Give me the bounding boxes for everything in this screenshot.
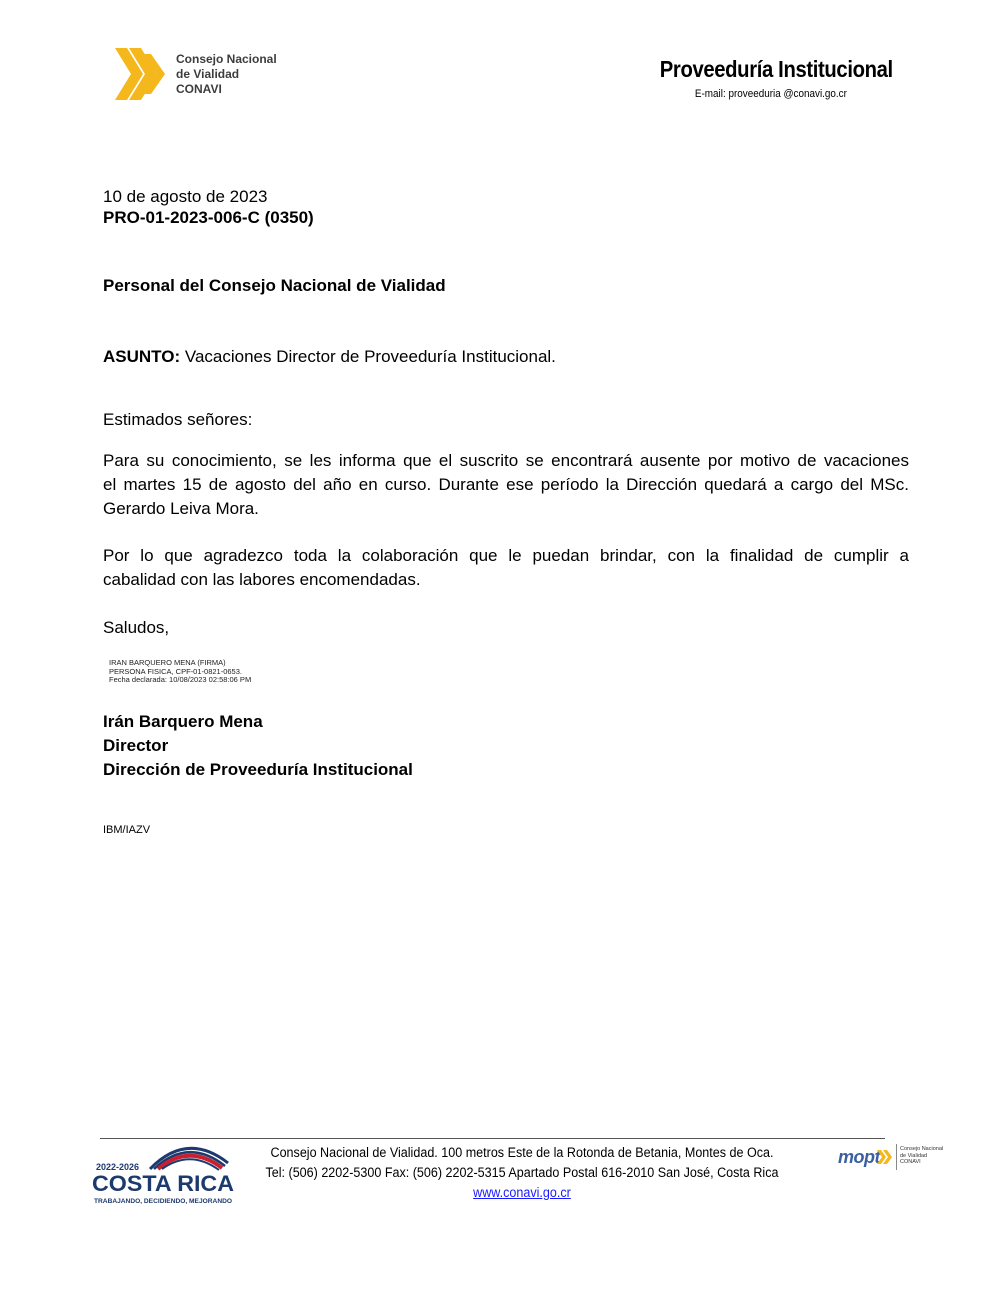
letter-subject — [103, 345, 556, 369]
org-name-line1: Consejo Nacional — [176, 52, 277, 66]
subject-label: ASUNTO: — [103, 347, 181, 366]
signatory-unit: Dirección de Proveeduría Institucional — [103, 760, 413, 779]
mopt-wordmark: mopt — [838, 1147, 880, 1167]
costa-rica-arc-icon — [92, 1135, 242, 1210]
paragraph-line: Gerardo Leiva Mora. — [103, 499, 259, 518]
subject-text: Vacaciones Director de Proveeduría Institucional. — [180, 347, 556, 366]
mopt-chevron-icon — [876, 1148, 894, 1166]
paragraph-line: Para su conocimiento, se les informa que el suscrito se encontrará ausente por motivo de vacaciones — [103, 451, 909, 470]
signatory-title: Director — [103, 736, 169, 755]
footer-line2: Tel: (506) 2202-5300 Fax: (506) 2202-5315 Apartado Postal 616-2010 San José, Costa Rica — [265, 1165, 779, 1180]
website-link[interactable]: www.conavi.go.cr — [473, 1185, 571, 1200]
mopt-small-line: de Vialidad — [900, 1152, 928, 1159]
org-name-line3: CONAVI — [176, 82, 222, 96]
signature-line: IRAN BARQUERO MENA (FIRMA) — [109, 658, 226, 667]
cr-years: 2022-2026 — [96, 1162, 140, 1172]
mopt-small-line: Consejo Nacional — [900, 1146, 944, 1152]
mopt-conavi-text — [900, 1146, 943, 1166]
cr-slogan: TRABAJANDO, DECIDIENDO, MEJORANDO — [94, 1198, 233, 1205]
paragraph-line: el martes 15 de agosto del año en curso. Durante ese período la Dirección quedará a cargo del MSc. — [103, 475, 909, 494]
letter-greeting: Estimados señores: — [103, 410, 253, 429]
letter-closing: Saludos, — [103, 618, 170, 637]
letter-date: 10 de agosto de 2023 — [103, 187, 268, 206]
letter-reference: PRO-01-2023-006-C (0350) — [103, 208, 314, 227]
letter-paragraph-2 — [103, 544, 909, 592]
cr-name: COSTA RICA — [92, 1171, 235, 1196]
digital-signature-stamp — [109, 659, 251, 685]
signatory-name: Irán Barquero Mena — [103, 712, 263, 731]
department-title: Proveeduría Institucional — [659, 56, 893, 82]
mopt-separator — [896, 1144, 897, 1170]
conavi-logo — [113, 44, 313, 104]
signature-line: Fecha declarada: 10/08/2023 02:58:06 PM — [109, 675, 252, 684]
letter-paragraph-1 — [103, 449, 909, 521]
costa-rica-logo — [92, 1135, 242, 1210]
mopt-small-line: CONAVI — [900, 1159, 921, 1165]
org-name-line2: de Vialidad — [176, 67, 240, 81]
paragraph-line: Por lo que agradezco toda la colaboración que le puedan brindar, con la finalidad de cumplir a — [103, 546, 909, 565]
footer-address — [265, 1143, 778, 1203]
conavi-logo-text — [176, 52, 277, 97]
reference-initials: IBM/IAZV — [103, 824, 151, 836]
department-email: E-mail: proveeduria @conavi.go.cr — [694, 88, 847, 100]
paragraph-line: cabalidad con las labores encomendadas. — [103, 570, 421, 589]
conavi-chevron-icon — [113, 44, 173, 104]
signature-line: PERSONA FISICA, CPF-01-0821-0653. — [109, 666, 242, 676]
mopt-logo — [838, 1142, 948, 1174]
footer-line1: Consejo Nacional de Vialidad. 100 metros Este de la Rotonda de Betania, Montes de Oca. — [270, 1145, 774, 1160]
letter-recipient: Personal del Consejo Nacional de Vialidad — [103, 276, 446, 295]
